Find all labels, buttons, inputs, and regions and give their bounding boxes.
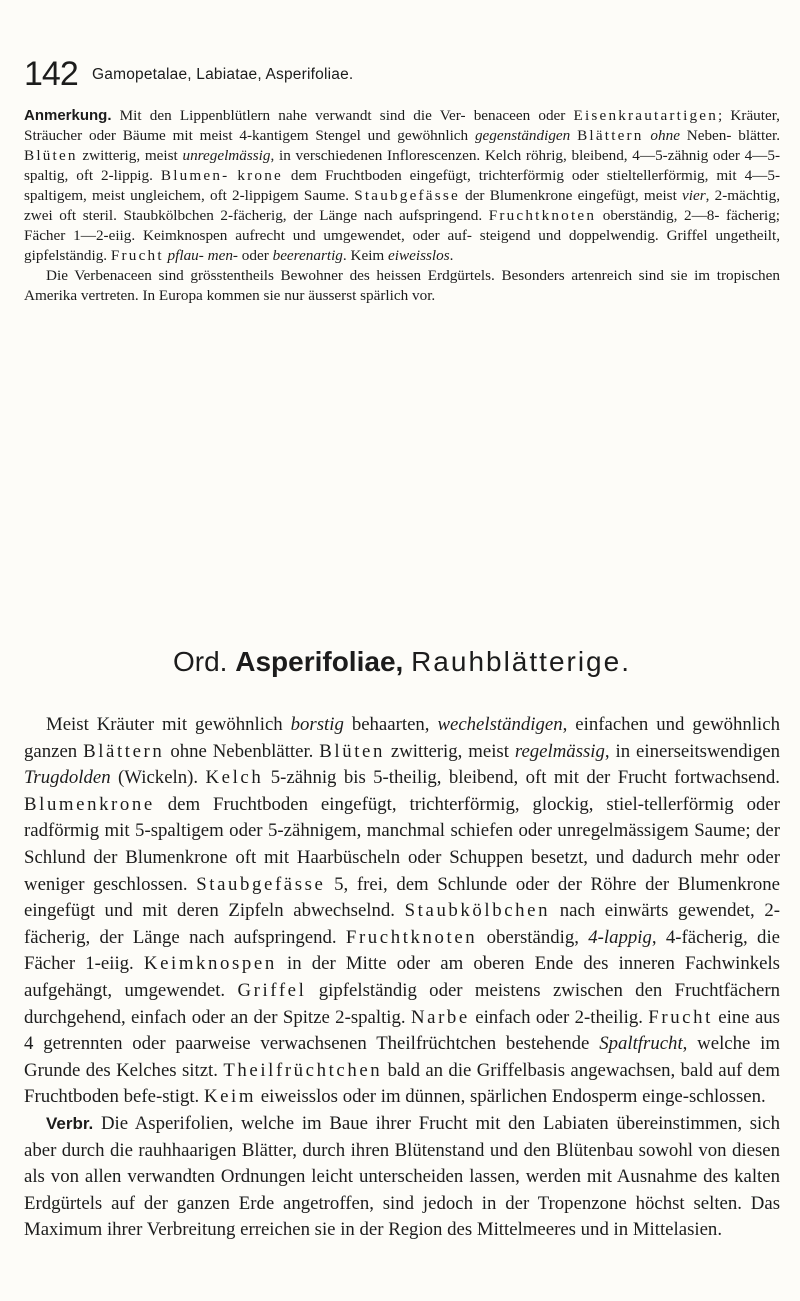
- remark-paragraph: Anmerkung. Mit den Lippenblütlern nahe verwandt sind die Ver- benaceen oder Eisenkrautartigen; Kräuter, Sträucher oder Bäume mit meist 4-kantigem Stengel und gewöhnlich gegenständigen Blättern ohne Neben- blätter. Blüten zwitterig, meist unregelmässig, in verschiedenen Inflorescenzen. Kelch röhrig, bleibend, 4—5-zähnig oder 4—5-spaltig, oft 2-lippig. Blumen- krone dem Fruchtboden eingefügt, trichterförmig oder stieltellerförmig, mit 4—5-spaltigem, meist ungleichem, oft 2-lippigem Saume. Staubgefässe der Blumenkrone eingefügt, meist vier, 2-mächtig, zwei oft steril. Staubkölbchen 2-fächerig, der Länge nach aufspringend. Fruchtknoten oberständig, 2—8- fächerig; Fächer 1—2-eiig. Keimknospen aufrecht und umgewendet, oder auf- steigend und doppelwendig. Griffel ungetheilt, gipfelständig. Frucht pflau- men- oder beerenartig. Keim eiweisslos.: [24, 107, 781, 264]
- distribution-lead: Verbr.: [46, 1113, 94, 1133]
- page-header: [24, 54, 784, 94]
- running-head: Gamopetalae, Labiatae, Asperifoliae.: [92, 66, 354, 83]
- order-german-name: Rauhblätterige.: [411, 646, 631, 677]
- order-description: [24, 712, 780, 1244]
- distribution-paragraph: Verbr. Die Asperifolien, welche im Baue ihrer Frucht mit den Labiaten übereinstimmen, sich aber durch die rauhhaarigen Blätter, durch ihren Blütenstand und den Blütenbau sowohl von diesen als von allen verwandten Ordnungen leicht unterscheiden lassen, werden mit Ausnahme des kalten Erdgürtels auf der ganzen Erde angetroffen, sind jedoch in der Tropenzone höchst selten. Das Maximum ihrer Verbreitung erreichen sie in der Region des Mittelmeeres und in Mittelasien.: [24, 1112, 780, 1241]
- order-latin-name: Asperifoliae,: [235, 646, 404, 677]
- order-prefix: Ord.: [173, 646, 236, 677]
- remark-paragraph-2: Die Verbenaceen sind grösstentheils Bewohner des heissen Erdgürtels. Besonders artenreich sind sie im tropischen Amerika vertreten. In Europa kommen sie nur äusserst spärlich vor.: [24, 267, 780, 304]
- order-heading: [24, 644, 780, 680]
- remark-section: [24, 106, 780, 306]
- page-number: 142: [24, 55, 78, 93]
- remark-lead: Anmerkung.: [24, 107, 112, 124]
- description-paragraph: Meist Kräuter mit gewöhnlich borstig behaarten, wechelständigen, einfachen und gewöhnlich ganzen Blättern ohne Nebenblätter. Blüten zwitterig, meist regelmässig, in einerseitswendigen Trugdolden (Wickeln). Kelch 5-zähnig bis 5-theilig, bleibend, oft mit der Frucht fortwachsend. Blumenkrone dem Fruchtboden eingefügt, trichterförmig, glockig, stiel-tellerförmig oder radförmig mit 5-spaltigem oder 5-zähnigem, manchmal schiefen oder unregelmässigem Saume; der Schlund der Blumenkrone oft mit Haarbüscheln oder Schuppen besetzt, und dadurch mehr oder weniger geschlossen. Staubgefässe 5, frei, dem Schlunde oder der Röhre der Blumenkrone eingefügt und mit deren Zipfeln abwechselnd. Staubkölbchen nach einwärts gewendet, 2-fächerig, der Länge nach aufspringend. Fruchtknoten oberständig, 4-lappig, 4-fächerig, die Fächer 1-eiig. Keimknospen in der Mitte oder am oberen Ende des inneren Fachwinkels aufgehängt, umgewendet. Griffel gipfelständig oder meistens zwischen den Fruchtfächern durchgehend, einfach oder an der Spitze 2-spaltig. Narbe einfach oder 2-theilig. Frucht eine aus 4 getrennten oder paarweise verwachsenen Theilfrüchtchen bestehende Spaltfrucht, welche im Grunde des Kelches sitzt. Theilfrüchtchen bald an die Griffelbasis angewachsen, bald auf dem Fruchtboden befe-stigt. Keim eiweisslos oder im dünnen, spärlichen Endosperm einge-schlossen.: [24, 714, 781, 1108]
